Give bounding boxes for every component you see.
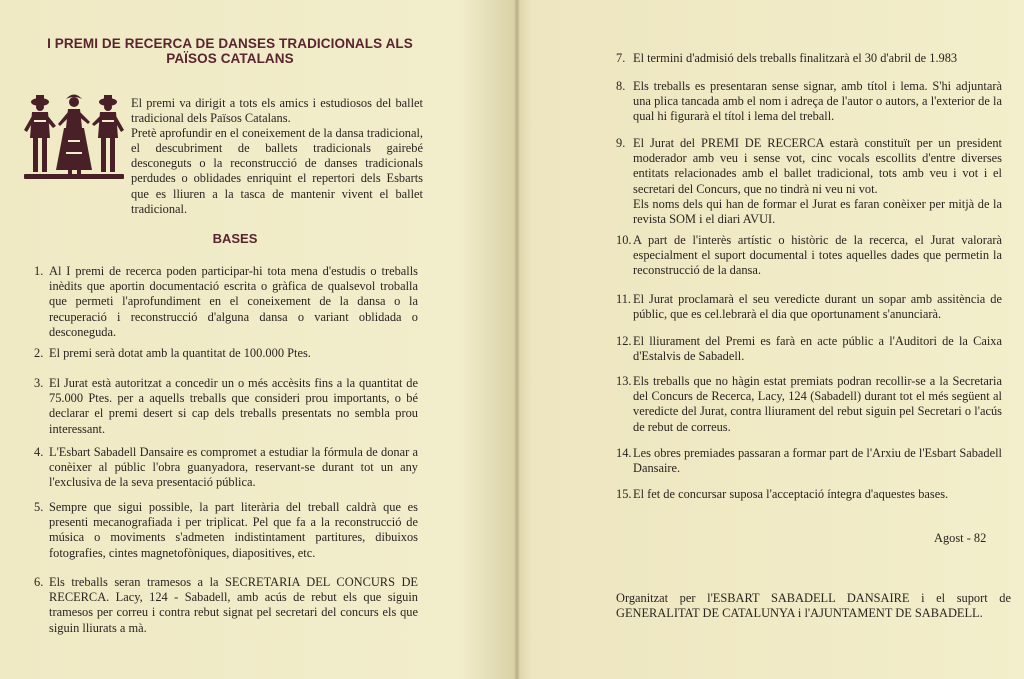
right-page [520, 0, 1024, 679]
base-item-11 [616, 292, 1002, 322]
base-item-5 [34, 500, 418, 561]
item-number: 7. [616, 51, 626, 65]
item-number: 4. [34, 445, 44, 459]
item-text: L'Esbart Sabadell Dansaire es compromet a estudiar la fórmula de donar a conèixer al públic l'obra guanyadora, reservant-se durant tot un any l'exclusiva de la seva presentació pública. [49, 445, 418, 490]
date-text: Agost - 82 [934, 531, 987, 545]
item-text: Sempre que sigui possible, la part literària del treball caldrà que es presenti mecanografiada i per triplicat. Pel que fa a la reconstrucció de música o moviments s'admeten indistintament partitures, dibuixos fotografies, cintes magnetofòniques, diapositives, etc. [49, 500, 418, 560]
intro-paragraph: Pretè aprofundir en el coneixement de la dansa tradicional, el descubriment de ballets tradicionals gairebé desconeguts o la reconstrucció de danses tradicionals perdudes o oblidades enriquint el repertori dels Esbarts que es lliuren a la tasca de mantenir vivent el ballet tradicional. [131, 126, 423, 216]
item-number: 14. [616, 446, 632, 460]
item-text: Al I premi de recerca poden participar-hi tota mena d'estudis o treballs inèdits que aportin documentació escrita o gràfica de qualsevol troballa que permeti l'aprofundiment en el coneixement de la dansa o la recuperació i reconstrucció d'alguna dansa o variant oblidada o desconeguda. [49, 264, 418, 339]
item-number: 2. [34, 346, 44, 360]
item-text: Els treballs es presentaran sense signar, amb títol i lema. S'hi adjuntarà una plica tancada amb el nom i adreça de l'autor o autors, a l'exterior de la qual hi figurarà el títol i lema del treball. [633, 79, 1002, 124]
item-number: 15. [616, 487, 632, 501]
base-item-8 [616, 79, 1002, 125]
item-text: El Jurat està autoritzat a concedir un o més accèsits fins a la quantitat de 75.000 Ptes. per a aquells treballs que consideri prou importants, o bé declarar el premi desert si cap dels treballs presentats no sembla prou interessant. [49, 376, 418, 436]
item-text-part: El Jurat del PREMI DE RECERCA estarà constituït per un president moderador amb veu i sense vot, cinc vocals escollits d'entre diverses entitats relacionades amb el ballet tradicional, tots amb veu i vot i el secretari del Concurs, que no tindrà ni veu ni vot. [633, 136, 1002, 196]
base-item-2 [34, 346, 418, 361]
item-text [616, 136, 1002, 227]
item-text: El lliurament del Premi es farà en acte públic a l'Auditori de la Caixa d'Estalvis de Sabadell. [633, 334, 1002, 364]
item-text: A part de l'interès artístic o històric de la recerca, el Jurat valorarà especialment el suport documental i totes aquelles dades que permetin la reconstrucció de la dansa. [633, 233, 1002, 278]
item-text: Els treballs que no hàgin estat premiats podran recollir-se a la Secretaria del Concurs de Recerca, Lacy, 124 (Sabadell) durant tot el més següent al veredicte del Jurat, contra lliurament del rebut siguin pel Secretari o l'acús de rebut de correus. [633, 374, 1002, 434]
base-item-3 [34, 376, 418, 437]
intro-paragraph: El premi va dirigit a tots els amics i estudiosos del ballet tradicional dels Països Catalans. [131, 96, 423, 126]
item-number: 3. [34, 376, 44, 390]
base-item-14 [616, 446, 1002, 476]
item-text: El premi serà dotat amb la quantitat de 100.000 Ptes. [49, 346, 311, 360]
item-text: El Jurat proclamarà el seu veredicte durant un sopar amb assitència de públic, que es cel.lebrarà el dia que oportunament s'anunciarà. [633, 292, 1002, 322]
base-item-13 [616, 374, 1002, 435]
item-text: El fet de concursar suposa l'acceptació íntegra d'aquestes bases. [633, 487, 949, 501]
item-number: 8. [616, 79, 626, 93]
item-text-part: Els noms dels qui han de formar el Jurat es faran conèixer per mitjà de la revista SOM i el diari AVUI. [633, 196, 1002, 227]
item-number: 1. [34, 264, 44, 278]
base-item-4 [34, 445, 418, 491]
base-item-12 [616, 334, 1002, 364]
item-number: 9. [616, 136, 626, 150]
base-item-7 [616, 51, 1002, 66]
bases-heading: BASES [212, 231, 258, 246]
item-text: Els treballs seran tramesos a la SECRETARIA DEL CONCURS DE RECERCA. Lacy, 124 - Sabadell, amb acús de rebut els que siguin tramesos per correu i contra rebut signat pel secretari del concurs els que siguin lliurats a mà. [49, 575, 418, 635]
item-number: 10. [616, 233, 632, 247]
item-number: 6. [34, 575, 44, 589]
base-item-9 [616, 136, 1002, 227]
base-item-15 [616, 487, 1002, 502]
organizer-footer: Organitzat per l'ESBART SABADELL DANSAIRE i el suport de GENERALITAT DE CATALUNYA i l'AJUNTAMENT DE SABADELL. [616, 591, 1011, 621]
item-text: Les obres premiades passaran a formar part de l'Arxiu de l'Esbart Sabadell Dansaire. [633, 446, 1002, 476]
item-number: 11. [616, 292, 632, 306]
item-number: 13. [616, 374, 632, 388]
base-item-1 [34, 264, 418, 340]
item-number: 12. [616, 334, 632, 348]
folk-dancers-illustration [22, 90, 126, 182]
item-text: El termini d'admisió dels treballs finalitzarà el 30 d'abril de 1.983 [633, 51, 958, 65]
intro-text [131, 96, 423, 217]
page-title: I PREMI DE RECERCA DE DANSES TRADICIONALS ALS PAÏSOS CATALANS [47, 36, 413, 66]
base-item-6 [34, 575, 418, 636]
item-number: 5. [34, 500, 44, 514]
base-item-10 [616, 233, 1002, 279]
